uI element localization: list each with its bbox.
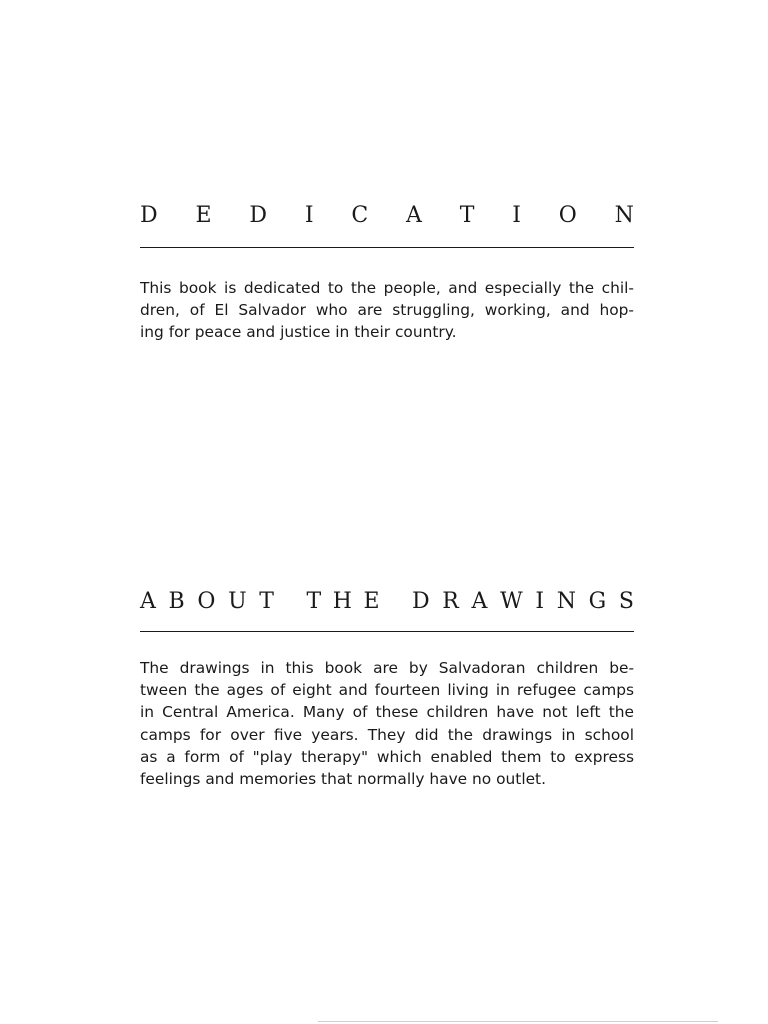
dedication-heading [140,202,634,230]
heading-letter: C [351,203,369,228]
heading-letter: H [332,589,352,614]
about-drawings-divider [140,631,634,632]
heading-letter: I [512,203,521,228]
paragraph-line: feelings and memories that normally have no outlet. [140,770,546,789]
heading-word [412,588,634,616]
page-edge-line [318,1021,718,1022]
dedication-divider [140,247,634,248]
dedication-paragraph [140,277,634,344]
heading-letter: G [588,589,607,614]
paragraph-line: The drawings in this book are by Salvadoran children be- [140,659,634,677]
heading-letter: B [168,589,185,614]
heading-letter: D [412,589,430,614]
paragraph-line: dren, of El Salvador who are struggling, working, and hop- [140,301,634,320]
heading-letter: T [306,589,322,614]
heading-letter: A [471,589,488,614]
heading-letter: N [556,589,576,614]
heading-letter: U [228,589,247,614]
paragraph-line: This book is dedicated to the people, and especially the chil- [140,279,634,297]
heading-letter: W [500,589,523,614]
paragraph-line: camps for over five years. They did the drawings in school [140,725,634,744]
heading-letter: O [197,589,216,614]
heading-letter: T [459,203,475,228]
heading-letter: D [249,203,267,228]
heading-letter: D [140,203,158,228]
paragraph-line: tween the ages of eight and fourteen living in refugee camps [140,681,634,700]
heading-letter: A [406,203,422,228]
heading-letter: A [140,589,156,614]
heading-letter: I [304,203,314,228]
heading-letter: R [442,589,459,614]
about-drawings-paragraph [140,657,634,790]
heading-letter: E [195,203,212,228]
heading-letter: I [535,589,545,614]
paragraph-line: ing for peace and justice in their country. [140,323,457,342]
heading-letter: N [614,203,634,228]
paragraph-line: in Central America. Many of these children have not left the [140,703,634,722]
heading-letter: T [259,589,274,614]
heading-letter: O [558,203,577,228]
about-drawings-heading [140,588,634,616]
heading-word [140,588,274,616]
paragraph-line: as a form of "play therapy" which enabled them to express [140,747,634,766]
heading-letter: S [618,589,634,614]
heading-word [307,588,380,616]
heading-letter: E [363,589,380,614]
